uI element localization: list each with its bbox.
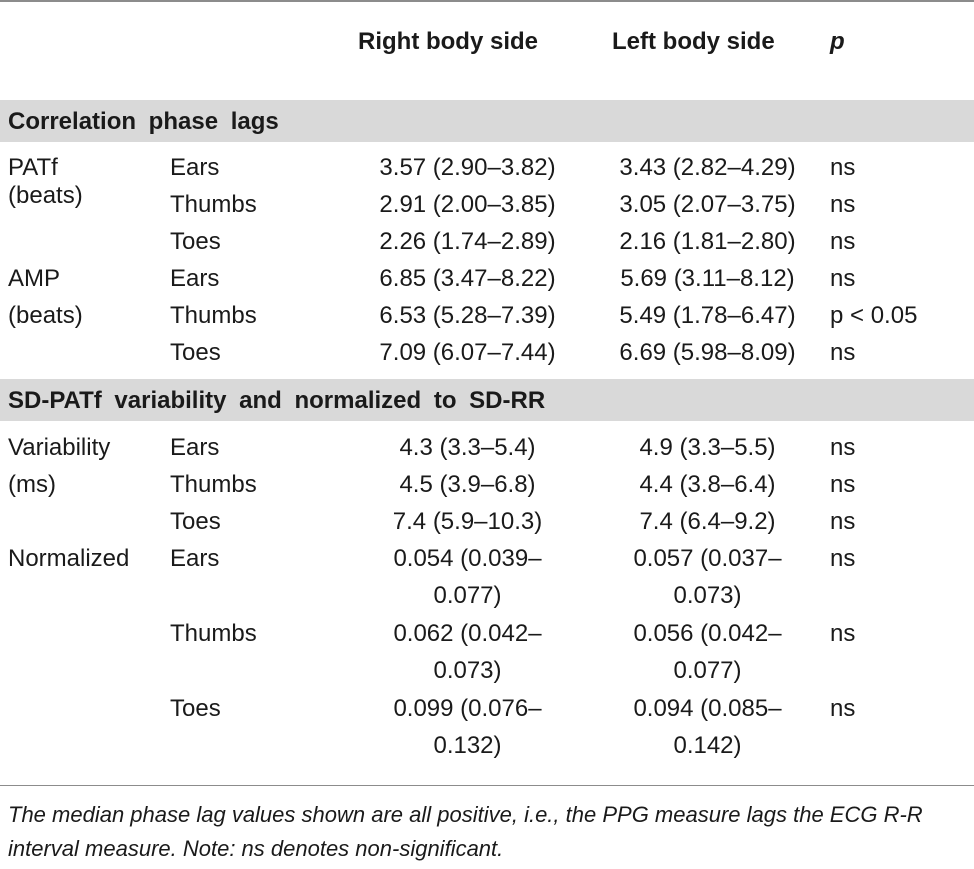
left-value-cell: 3.43 (2.82–4.29) — [619, 154, 796, 181]
right-value-cell: 4.5 (3.9–6.8) — [399, 471, 536, 498]
site-cell: Thumbs — [170, 191, 257, 218]
p-value-cell: ns — [830, 434, 856, 461]
left-value-cell: 0.057 (0.037– — [633, 545, 782, 572]
left-value-cell: 0.142) — [673, 732, 742, 759]
right-value-cell: 0.077) — [433, 582, 502, 609]
left-value-cell: 2.16 (1.81–2.80) — [619, 228, 796, 255]
measure-cell: Normalized — [8, 545, 130, 572]
right-value-cell: 0.099 (0.076– — [393, 695, 542, 722]
site-cell: Ears — [170, 265, 220, 292]
left-value-cell: 4.4 (3.8–6.4) — [639, 471, 776, 498]
right-value-cell: 2.26 (1.74–2.89) — [379, 228, 556, 255]
header-right-body-side: Right body side — [358, 28, 538, 55]
site-cell: Thumbs — [170, 620, 257, 647]
site-cell: Ears — [170, 545, 220, 572]
right-value-cell: 7.09 (6.07–7.44) — [379, 339, 556, 366]
site-cell: Toes — [170, 339, 221, 366]
right-value-cell: 7.4 (5.9–10.3) — [392, 508, 543, 535]
right-value-cell: 3.57 (2.90–3.82) — [379, 154, 556, 181]
left-value-cell: 0.077) — [673, 657, 742, 684]
top-rule — [0, 0, 974, 2]
measure-cell: (beats) — [8, 182, 83, 209]
measure-cell: (ms) — [8, 471, 56, 498]
p-value-cell: ns — [830, 508, 856, 535]
left-value-cell: 5.49 (1.78–6.47) — [619, 302, 796, 329]
left-value-cell: 4.9 (3.3–5.5) — [639, 434, 776, 461]
p-value-cell: p < 0.05 — [830, 302, 918, 329]
left-value-cell: 0.073) — [673, 582, 742, 609]
table-footnote: The median phase lag values shown are all positive, i.e., the PPG measure lags the ECG R-R interval measure. Note: ns denotes non-significant. — [8, 802, 923, 861]
p-value-cell: ns — [830, 339, 856, 366]
p-value-cell: ns — [830, 620, 856, 647]
p-value-cell: ns — [830, 191, 856, 218]
site-cell: Thumbs — [170, 471, 257, 498]
p-value-cell: ns — [830, 228, 856, 255]
left-value-cell: 5.69 (3.11–8.12) — [620, 265, 795, 292]
p-value-cell: ns — [830, 545, 856, 572]
measure-cell: Variability — [8, 434, 111, 461]
left-value-cell: 0.056 (0.042– — [633, 620, 782, 647]
site-cell: Ears — [170, 154, 220, 181]
left-value-cell: 6.69 (5.98–8.09) — [619, 339, 796, 366]
p-value-cell: ns — [830, 154, 856, 181]
p-value-cell: ns — [830, 471, 856, 498]
section-title: Correlation phase lags — [8, 108, 279, 135]
section-title: SD-PATf variability and normalized to SD-RR — [8, 387, 546, 414]
p-value-cell: ns — [830, 265, 856, 292]
site-cell: Toes — [170, 228, 221, 255]
left-value-cell: 0.094 (0.085– — [633, 695, 782, 722]
site-cell: Toes — [170, 695, 221, 722]
left-value-cell: 3.05 (2.07–3.75) — [619, 191, 796, 218]
right-value-cell: 6.53 (5.28–7.39) — [379, 302, 556, 329]
right-value-cell: 0.073) — [433, 657, 502, 684]
measure-cell: PATf — [8, 154, 58, 181]
left-value-cell: 7.4 (6.4–9.2) — [639, 508, 776, 535]
right-value-cell: 2.91 (2.00–3.85) — [379, 191, 556, 218]
bottom-rule — [0, 785, 974, 786]
right-value-cell: 0.062 (0.042– — [393, 620, 542, 647]
measure-cell: (beats) — [8, 302, 83, 329]
header-left-body-side: Left body side — [612, 28, 775, 55]
p-value-cell: ns — [830, 695, 856, 722]
section-header-variability — [0, 379, 974, 421]
site-cell: Thumbs — [170, 302, 257, 329]
measure-cell: AMP — [8, 265, 61, 292]
right-value-cell: 0.054 (0.039– — [393, 545, 542, 572]
right-value-cell: 6.85 (3.47–8.22) — [379, 265, 556, 292]
header-p: p — [830, 28, 845, 55]
section-header-correlation — [0, 100, 974, 142]
site-cell: Toes — [170, 508, 221, 535]
right-value-cell: 0.132) — [433, 732, 502, 759]
site-cell: Ears — [170, 434, 220, 461]
right-value-cell: 4.3 (3.3–5.4) — [399, 434, 536, 461]
